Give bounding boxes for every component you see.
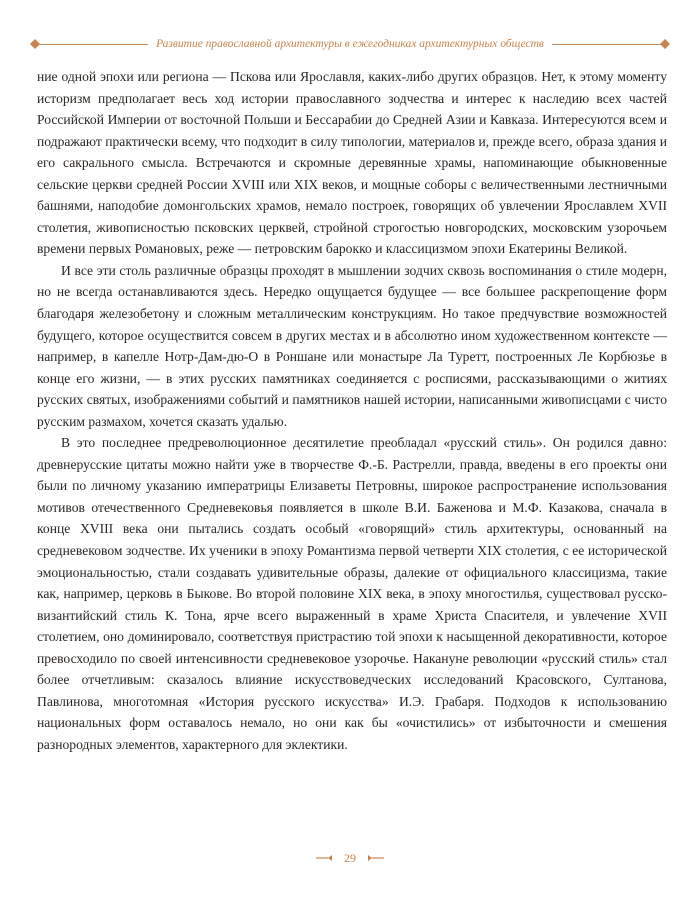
header-title: Развитие православной архитектуры в ежегодниках архитектурных обществ [148, 38, 552, 50]
running-header [0, 0, 700, 60]
main-text [37, 66, 667, 756]
right-flourish-icon [366, 853, 384, 863]
page-number: 29 [344, 851, 356, 865]
page-footer [0, 849, 700, 867]
header-title-wrap [0, 35, 700, 53]
paragraph: В это последнее предреволюционное десятилетие преобладал «русский стиль». Он родился давно: древнерусские цитаты можно найти уже в творчестве Ф.-Б. Растрелли, правда, введены в его проекты они были по личному указанию императрицы Елизаветы Петровны, широкое распространение использования мотивов отечественного Средневековья появляется в школе В.И. Баженова и М.Ф. Казакова, сначала в конце XVIII века они пытались создать особый «говорящий» стиль архитектуры, основанный на средневековом зодчестве. Их ученики в эпоху Романтизма первой четверти XIX столетия, с ее исторической эмоциональностью, стали создавать удивительные образы, далекие от официального классицизма, такие как, например, церковь в Быкове. Во второй половине XIX века, в эпоху многостилья, существовал русско-византийский стиль К. Тона, ярче всего выраженный в храме Христа Спасителя, и увлечение XVII столетием, оно доминировало, соответствуя пристрастию той эпохи к насыщенной декоративности, которое превосходило по своей интенсивности средневековое узорочье. Накануне революции «русский стиль» стал более отчетливым: сказалось влияние искусствоведческих исследований Красовского, Султанова, Павлинова, многотомная «История русского искусства» И.Э. Грабаря. Подходов к использованию национальных форм оставалось немало, но они как бы «очистились» от избыточности и смешения разнородных элементов, характерного для эклектики. [37, 435, 667, 752]
paragraph: ние одной эпохи или региона — Пскова или Ярославля, каких-либо других образцов. Нет, к этому моменту историзм предполагает весь ход истории православного зодчества и интерес к наследию всех частей Российской Империи от восточной Польши и Бессарабии до Средней Азии и Кавказа. Интересуются всем и подражают практически всему, что подходит в силу типологии, материалов и, прежде всего, образа здания и его сакрального смысла. Встречаются и скромные деревянные храмы, напоминающие обыкновенные сельские церкви средней России XVIII или XIX веков, и мощные соборы с величественными лестничными башнями, наподобие домонгольских храмов, немало построек, говорящих об увлечении Ярославлем XVII столетия, живописностью псковских церквей, стройной строгостью новгородских, московским узорочьем времени первых Романовых, реже — петровским барокко и классицизмом эпохи Екатерины Великой. [37, 69, 667, 257]
left-flourish-icon [316, 853, 334, 863]
paragraph: И все эти столь различные образцы проходят в мышлении зодчих сквозь воспоминания о стиле модерн, но не всегда останавливаются здесь. Нередко ощущается будущее — все большее раскрепощение форм благодаря железобетону и сложным металлическим конструкциям. Но такое предчувствие возможностей будущего, которое осуществится совсем в других местах и в абсолютно ином художественном контексте — например, в капелле Нотр-Дам-дю-О в Роншане или монастыре Ла Туретт, построенных Ле Корбюзье в конце его жизни, — в этих русских памятниках соединяется с росписями, рассказывающими о житиях русских святых, изображениями событий и памятников нашей истории, написанными живописцами с чисто русским размахом, хочется сказать удалью. [37, 262, 667, 429]
